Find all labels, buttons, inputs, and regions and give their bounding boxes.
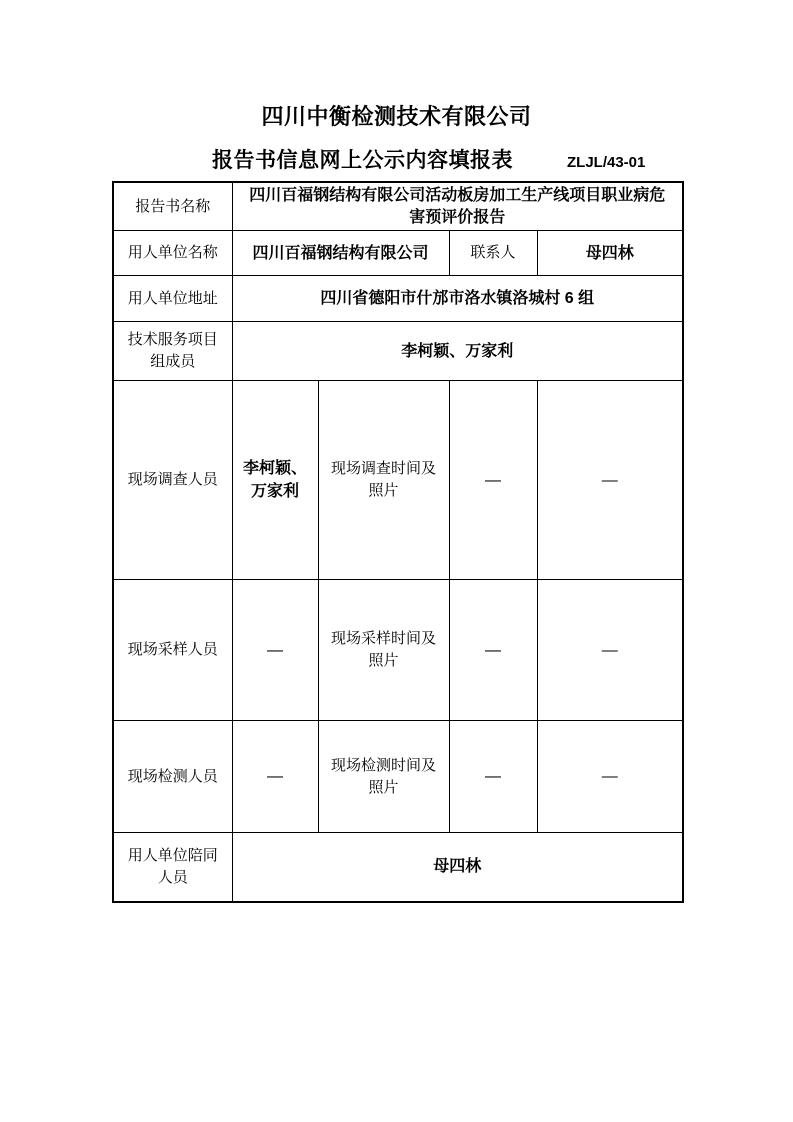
site-testing-photo-placeholder: — [537, 721, 683, 833]
site-testing-time-placeholder: — [449, 721, 537, 833]
form-header [212, 144, 645, 174]
site-survey-time-placeholder: — [449, 381, 537, 580]
site-sampling-label: 现场采样人员 [113, 580, 232, 721]
site-testing-personnel: — [232, 721, 318, 833]
site-testing-label: 现场检测人员 [113, 721, 232, 833]
site-testing-time-photo-label: 现场检测时间及照片 [318, 721, 449, 833]
site-survey-personnel: 李柯颖、万家利 [232, 381, 318, 580]
employer-escort-label: 用人单位陪同人员 [113, 833, 232, 902]
site-sampling-time-placeholder: — [449, 580, 537, 721]
table-row-site-testing [113, 721, 683, 833]
site-sampling-photo-placeholder: — [537, 580, 683, 721]
contact-value: 母四林 [537, 231, 683, 276]
table-row-employer-escort [113, 833, 683, 902]
employer-address-value: 四川省德阳市什邡市洛水镇洛城村 6 组 [232, 276, 683, 322]
table-row-employer-address [113, 276, 683, 322]
company-title: 四川中衡检测技术有限公司 [261, 104, 532, 129]
site-sampling-personnel: — [232, 580, 318, 721]
report-name-label: 报告书名称 [113, 182, 232, 231]
report-info-table [112, 181, 684, 903]
contact-label: 联系人 [449, 231, 537, 276]
project-team-label: 技术服务项目组成员 [113, 322, 232, 381]
site-survey-photo-placeholder: — [537, 381, 683, 580]
project-team-value: 李柯颖、万家利 [232, 322, 683, 381]
employer-name-value: 四川百福钢结构有限公司 [232, 231, 449, 276]
employer-name-label: 用人单位名称 [113, 231, 232, 276]
table-row-employer-name [113, 231, 683, 276]
form-code: ZLJL/43-01 [567, 154, 646, 171]
form-title: 报告书信息网上公示内容填报表 [212, 149, 513, 172]
table-row-report-name [113, 182, 683, 231]
site-survey-label: 现场调查人员 [113, 381, 232, 580]
table-row-site-sampling [113, 580, 683, 721]
table-row-site-survey [113, 381, 683, 580]
report-name-value: 四川百福钢结构有限公司活动板房加工生产线项目职业病危害预评价报告 [232, 182, 683, 231]
site-sampling-time-photo-label: 现场采样时间及照片 [318, 580, 449, 721]
table-row-project-team [113, 322, 683, 381]
employer-escort-value: 母四林 [232, 833, 683, 902]
site-survey-time-photo-label: 现场调查时间及照片 [318, 381, 449, 580]
employer-address-label: 用人单位地址 [113, 276, 232, 322]
